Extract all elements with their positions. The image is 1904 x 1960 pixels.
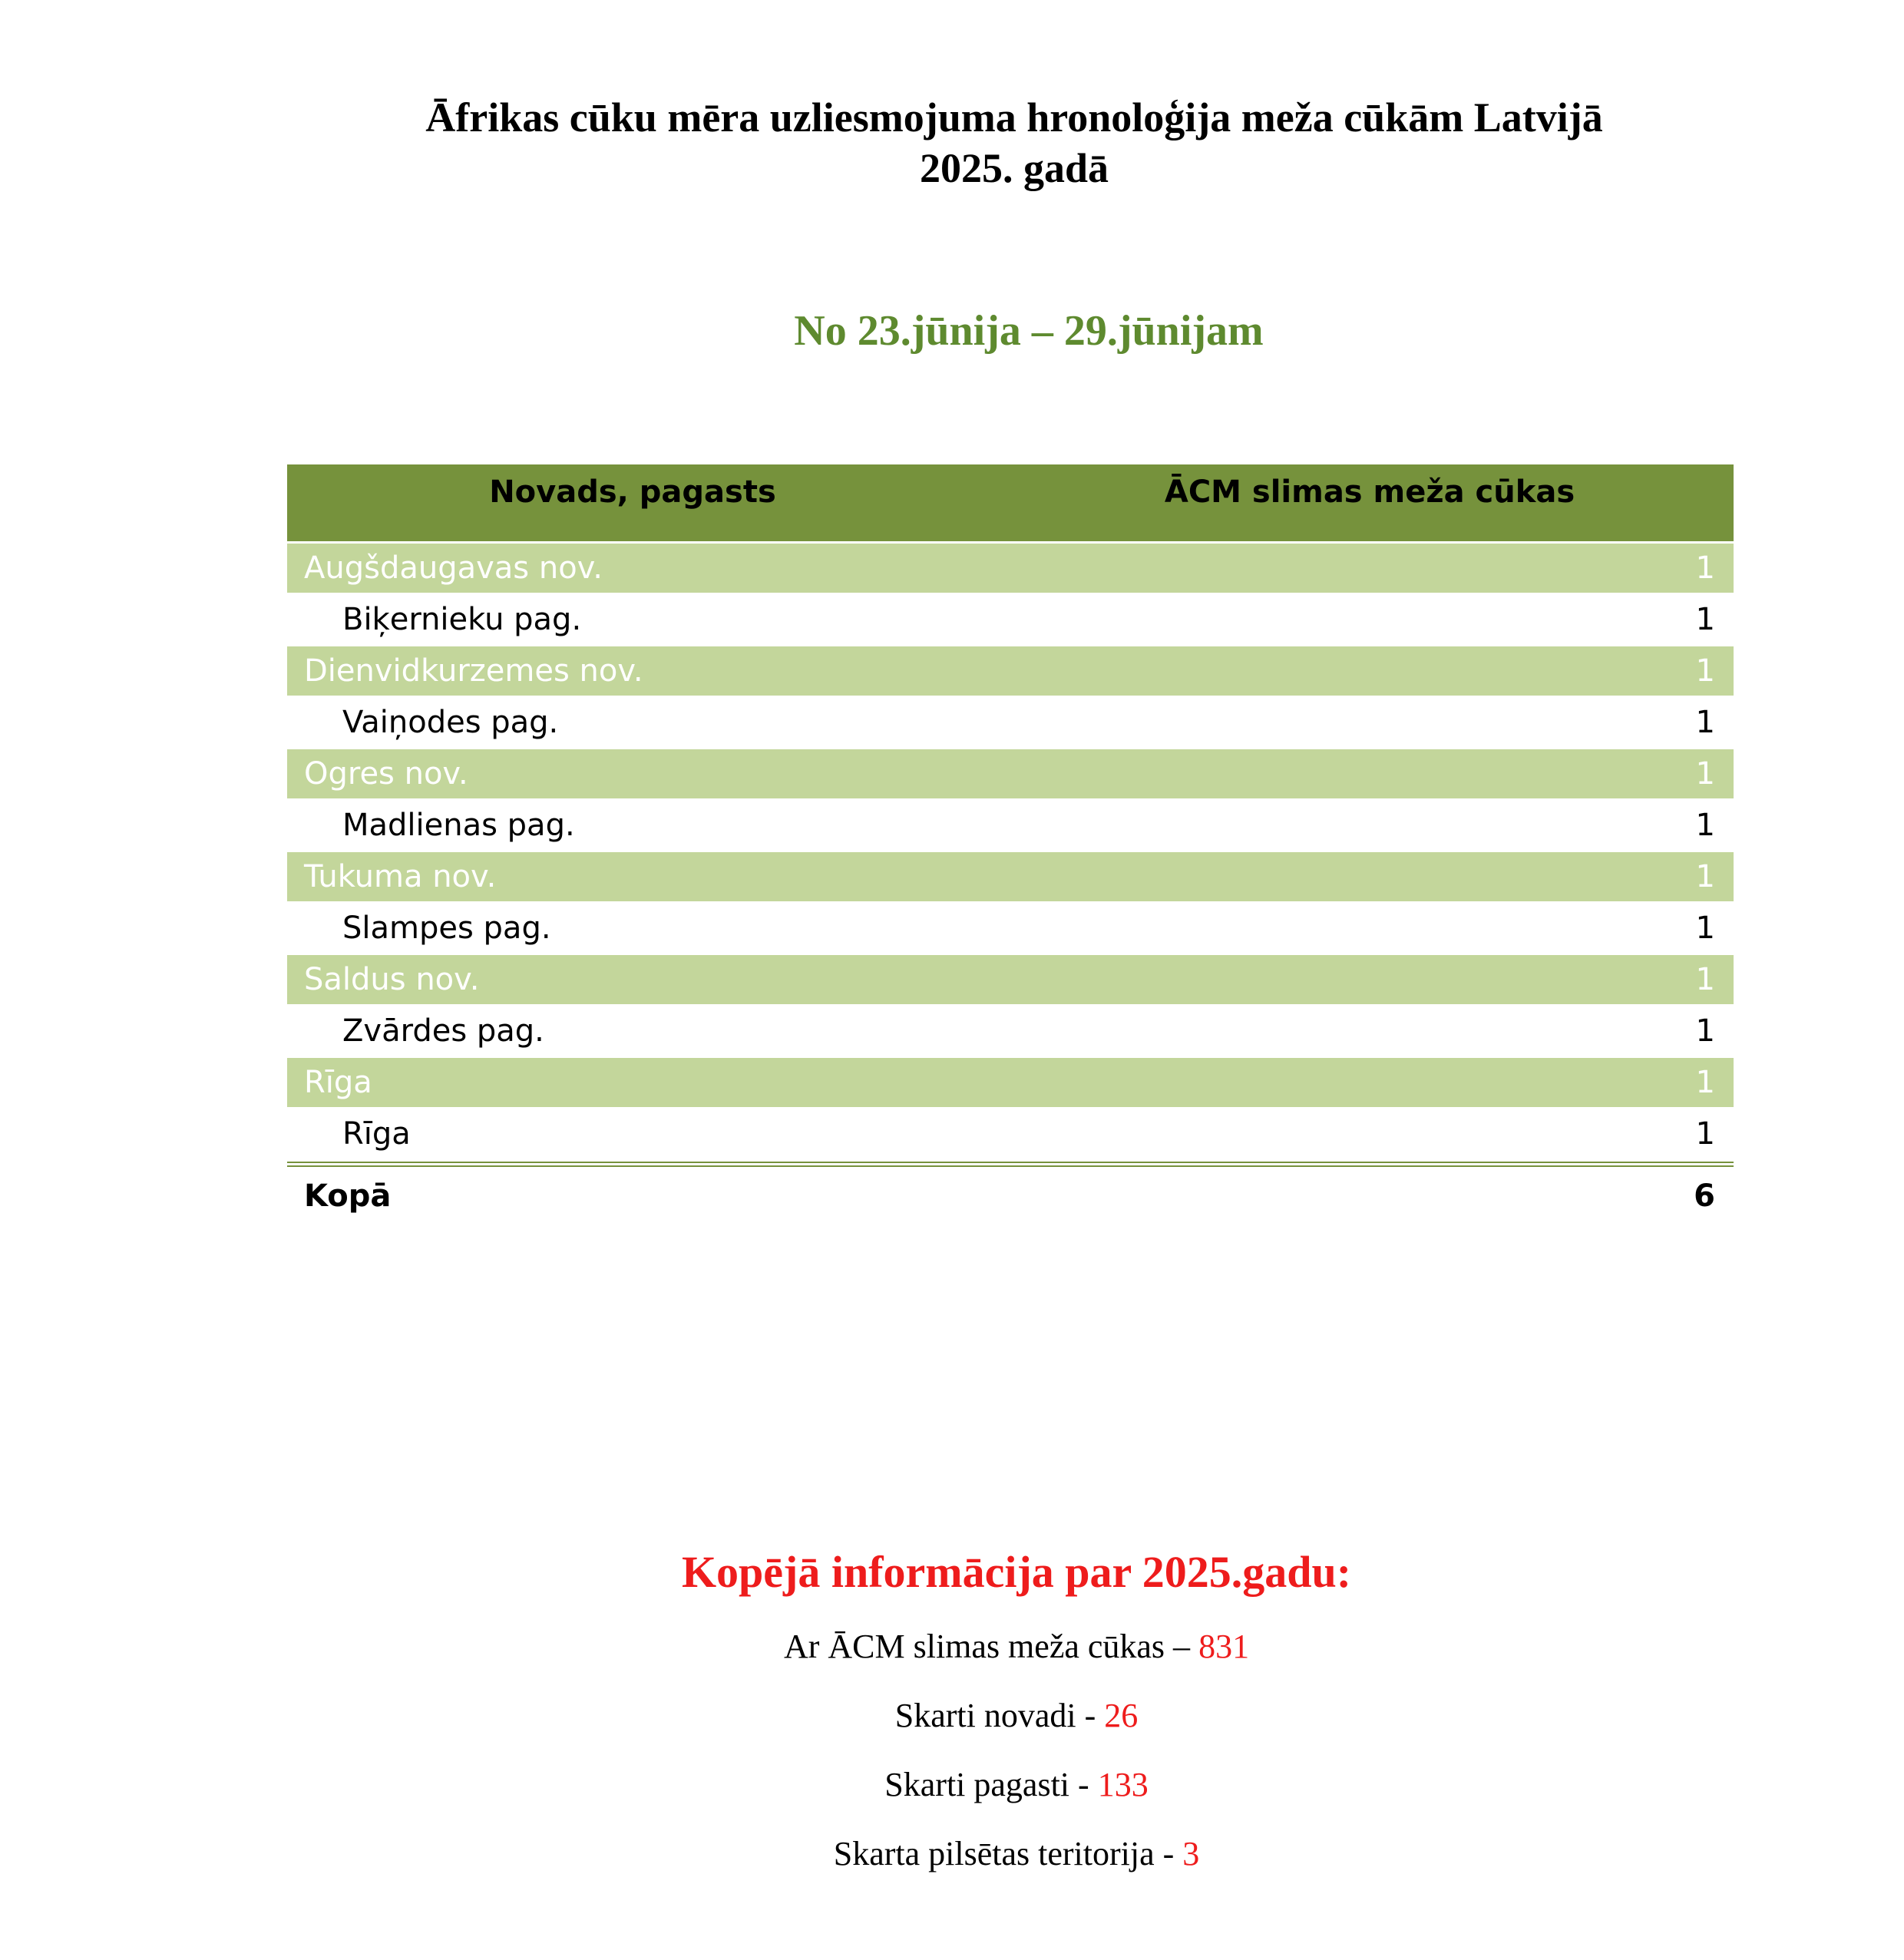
- row-value: 1: [1695, 1013, 1715, 1049]
- row-label: Madlienas pag.: [342, 808, 575, 843]
- column-header-region: Novads, pagasts: [489, 474, 776, 510]
- summary-line-municipalities: [0, 1693, 1904, 1739]
- summary-label: Skarti pagasti -: [884, 1766, 1098, 1803]
- table-row: [287, 1109, 1734, 1158]
- total-value: 6: [1694, 1178, 1715, 1214]
- row-value: 1: [1695, 705, 1715, 740]
- table-row: [287, 801, 1734, 850]
- row-label: Biķernieku pag.: [342, 602, 582, 637]
- table-row: [287, 595, 1734, 644]
- table-row: [287, 852, 1734, 901]
- table-row: [287, 1058, 1734, 1107]
- page-title: Āfrikas cūku mēra uzliesmojuma hronoloģija meža cūkām Latvijā: [425, 94, 1603, 140]
- row-value: 1: [1695, 808, 1715, 843]
- table-row: [287, 698, 1734, 747]
- summary-line-city-territory: [0, 1831, 1904, 1877]
- summary-label: Ar ĀCM slimas meža cūkas –: [783, 1628, 1199, 1665]
- row-value: 1: [1695, 962, 1715, 997]
- total-label: Kopā: [304, 1178, 392, 1214]
- row-value: 1: [1695, 756, 1715, 792]
- row-label: Saldus nov.: [304, 962, 480, 997]
- table-header: [287, 464, 1734, 541]
- page-title-year: 2025. gadā: [919, 145, 1109, 191]
- row-label: Rīga: [342, 1116, 411, 1152]
- row-value: 1: [1695, 602, 1715, 637]
- row-label: Tukuma nov.: [304, 859, 497, 894]
- row-label: Ogres nov.: [304, 756, 468, 792]
- row-label: Dienvidkurzemes nov.: [304, 653, 643, 689]
- table-row: [287, 646, 1734, 696]
- row-label: Vaiņodes pag.: [342, 705, 559, 740]
- summary-title: Kopējā informācija par 2025.gadu:: [681, 1547, 1352, 1597]
- cases-table: [287, 464, 1734, 1221]
- summary-label: Skarti novadi -: [894, 1697, 1105, 1734]
- summary-value: 831: [1198, 1628, 1250, 1665]
- table-row: [287, 955, 1734, 1004]
- row-label: Zvārdes pag.: [342, 1013, 544, 1049]
- summary-line-sick-boars: [0, 1624, 1904, 1670]
- summary-value: 3: [1182, 1835, 1200, 1872]
- total-row: [287, 1172, 1734, 1221]
- summary-label: Skarta pilsētas teritorija -: [833, 1835, 1183, 1872]
- row-value: 1: [1695, 1065, 1715, 1100]
- table-row: [287, 544, 1734, 593]
- row-label: Slampes pag.: [342, 911, 551, 946]
- column-header-cases: ĀCM slimas meža cūkas: [1164, 474, 1575, 510]
- period-heading: No 23.jūnija – 29.jūnijam: [794, 307, 1264, 355]
- row-value: 1: [1695, 1116, 1715, 1152]
- row-value: 1: [1695, 550, 1715, 586]
- summary-value: 133: [1097, 1766, 1149, 1803]
- summary-line-parishes: [0, 1762, 1904, 1808]
- summary-value: 26: [1104, 1697, 1139, 1734]
- row-value: 1: [1695, 653, 1715, 689]
- table-row: [287, 904, 1734, 953]
- table-row: [287, 749, 1734, 798]
- row-value: 1: [1695, 859, 1715, 894]
- row-value: 1: [1695, 911, 1715, 946]
- row-label: Rīga: [304, 1065, 372, 1100]
- row-label: Augšdaugavas nov.: [304, 550, 603, 586]
- total-divider: [287, 1162, 1734, 1167]
- table-row: [287, 1006, 1734, 1056]
